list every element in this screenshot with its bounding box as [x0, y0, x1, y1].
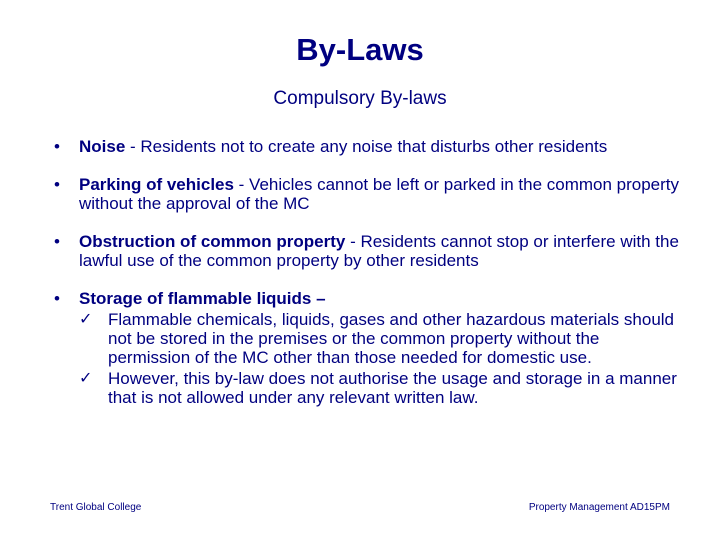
bullet-item-noise: [50, 137, 680, 156]
sub-bullet-text: Flammable chemicals, liquids, gases and other hazardous materials should not be stored in the premises or the common property without the permission of the MC other than those needed for domestic use.: [108, 310, 675, 367]
bullet-item-parking: [50, 175, 680, 213]
bullet-item-obstruction: [50, 232, 680, 270]
check-icon: ✓: [79, 370, 93, 387]
bullet-icon: •: [54, 175, 60, 194]
bullet-text: - Residents cannot stop or interfere with the lawful use of the common property by other residents: [79, 232, 679, 270]
check-icon: ✓: [79, 311, 93, 328]
bullet-text: - Residents not to create any noise that disturbs other residents: [125, 137, 608, 156]
footer-course: Property Management AD15PM: [528, 502, 670, 513]
bullet-icon: •: [54, 232, 60, 251]
bullet-list: [50, 137, 680, 426]
slide-subtitle: Compulsory By-laws: [273, 88, 447, 109]
bullet-term: Obstruction of common property: [79, 232, 346, 251]
bullet-icon: •: [54, 137, 60, 156]
bullet-text: - Vehicles cannot be left or parked in the common property without the approval of the MC: [79, 175, 680, 213]
bullet-icon: •: [54, 289, 60, 308]
sub-bullet-text: However, this by-law does not authorise the usage and storage in a manner that is not allowed under any relevant written law.: [108, 369, 677, 407]
slide-title: By-Laws: [296, 32, 424, 67]
bullet-term: Storage of flammable liquids –: [79, 289, 326, 308]
bullet-term: Noise: [79, 137, 126, 156]
footer-college: Trent Global College: [50, 502, 142, 513]
bullet-term: Parking of vehicles: [79, 175, 234, 194]
sub-bullet-item: [79, 369, 680, 407]
sub-bullet-item: [79, 310, 680, 367]
bullet-item-storage: [50, 289, 680, 407]
